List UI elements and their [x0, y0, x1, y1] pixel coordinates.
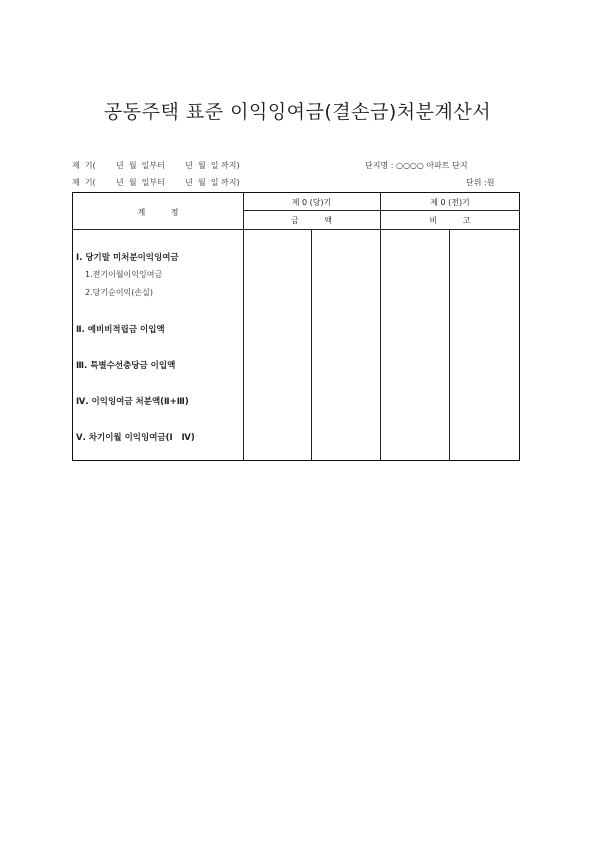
- period-line-1: 제 기( 년 월 일부터 년 월 일 까지): [72, 161, 240, 170]
- row-label-unappropriated: Ⅰ. 당기말 미처분이익잉여금: [76, 253, 179, 263]
- prior-period-header: 제 0 (전)기: [430, 198, 470, 207]
- row-label-appropriation: Ⅳ. 이익잉여금 처분액(Ⅱ+Ⅲ): [76, 397, 189, 407]
- sub-label-net-income: 2.당기순이익(손실): [85, 288, 153, 297]
- disposition-table: [72, 192, 520, 461]
- row-label-carryforward: Ⅴ. 차기이월 이익잉여금(Ⅰ Ⅳ): [76, 433, 195, 443]
- row-label-reserve-transfer: Ⅱ. 예비비적립금 이입액: [76, 325, 165, 335]
- row-divider: [243, 210, 520, 211]
- remarks-header: 비 고: [429, 216, 471, 225]
- column-divider: [311, 229, 312, 460]
- column-divider: [449, 229, 450, 460]
- current-period-header: 제 0 (당)기: [291, 198, 332, 207]
- row-divider: [73, 229, 519, 230]
- column-divider: [243, 193, 244, 460]
- unit-label: 단위 :원: [466, 178, 495, 187]
- column-divider: [380, 193, 381, 460]
- amount-header: 금 액: [291, 216, 332, 225]
- row-label-repair-transfer: Ⅲ. 특별수선충당금 이입액: [76, 361, 176, 371]
- sub-label-prior-retained: 1.전기이월이익잉여금: [85, 270, 163, 279]
- document-title: 공동주택 표준 이익잉여금(결손금)처분계산서: [103, 101, 492, 123]
- complex-name: 단지명 : ○○○○ 아파트 단지: [365, 161, 468, 170]
- account-header: 계 정: [137, 208, 179, 217]
- period-line-2: 제 기( 년 월 일부터 년 월 일 까지): [72, 178, 240, 187]
